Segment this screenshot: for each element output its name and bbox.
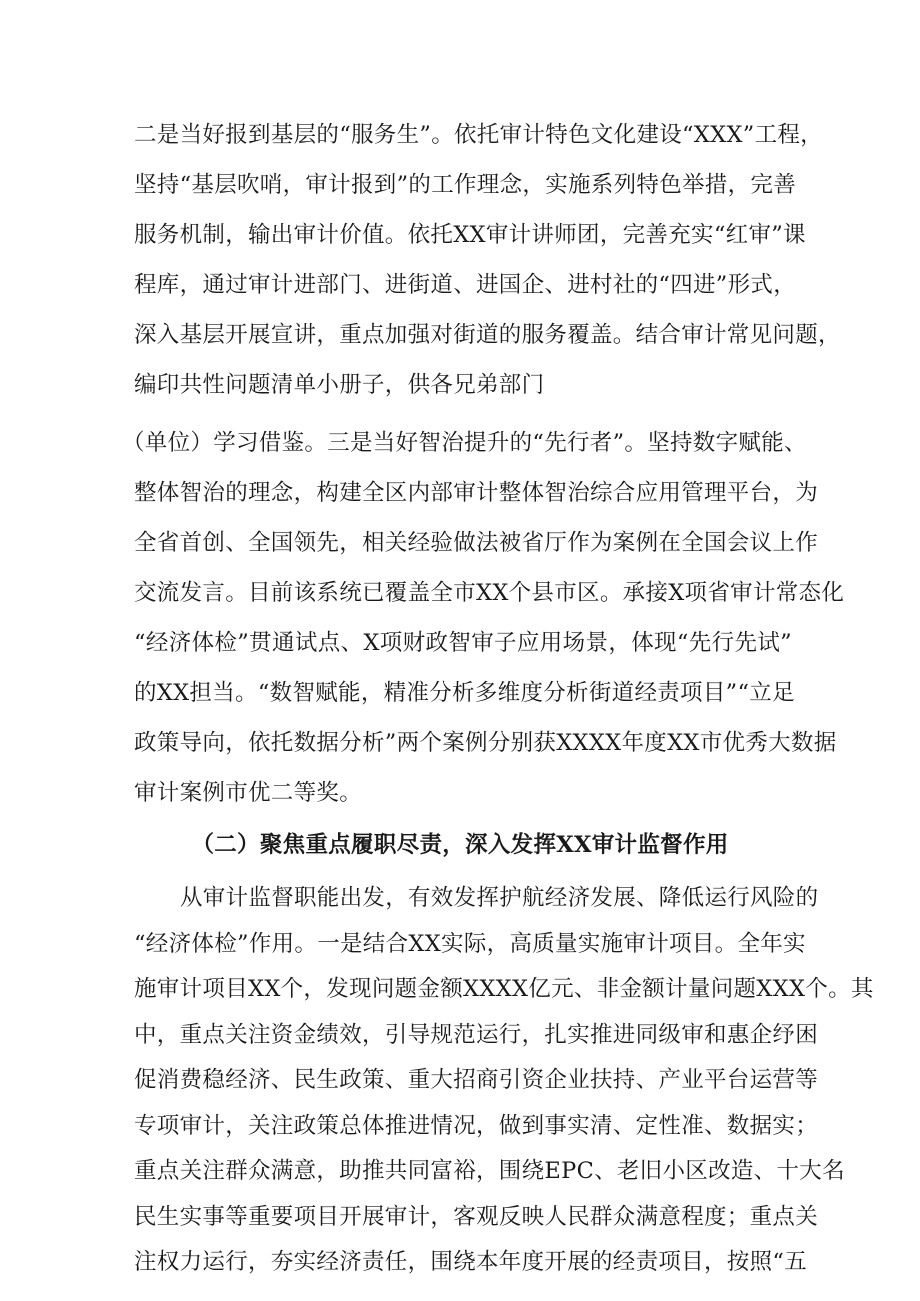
paragraph-line: 二是当好报到基层的“服务生”。依托审计特色文化建设“XXX”工程， (134, 122, 823, 148)
paragraph-line: 全省首创、全国领先，相关经验做法被省厅作为案例在全国会议上作 (134, 530, 819, 556)
paragraph-line: 坚持“基层吹哨，审计报到”的工作理念，实施系列特色举措，完善 (134, 172, 797, 198)
paragraph-line: “经济体检”贯通试点、X项财政智审子应用场景，体现“先行先试” (134, 630, 792, 656)
paragraph-line: 服务机制，输出审计价值。依托XX审计讲师团，完善充实“红审”课 (134, 222, 806, 248)
paragraph-line: （单位）学习借鉴。三是当好智治提升的“先行者”。坚持数字赋能、 (122, 430, 807, 456)
paragraph-line: 从审计监督职能出发，有效发挥护航经济发展、降低运行风险的 (180, 885, 819, 911)
paragraph-line: 政策导向，依托数据分析”两个案例分别获XXXX年度XX市优秀大数据 (134, 730, 837, 756)
paragraph-line: 注权力运行，夯实经济责任，围绕本年度开展的经责项目，按照“五 (134, 1249, 808, 1275)
paragraph-line: 整体智治的理念，构建全区内部审计整体智治综合应用管理平台，为 (134, 480, 819, 506)
paragraph-line: 的XX担当。“数智赋能，精准分析多维度分析街道经责项目”“立足 (134, 680, 795, 706)
paragraph-line: 审计案例市优二等奖。 (134, 780, 363, 806)
paragraph-line: 中，重点关注资金绩效，引导规范运行，扎实推进同级审和惠企纾困 (134, 1021, 819, 1048)
paragraph-line: 交流发言。目前该系统已覆盖全市XX个县市区。承接X项省审计常态化 (134, 580, 845, 606)
paragraph-line: 促消费稳经济、民生政策、重大招商引资企业扶持、产业平台运营等 (134, 1067, 819, 1093)
paragraph-line: 重点关注群众满意，助推共同富裕，围绕EPC、老旧小区改造、十大名 (134, 1158, 845, 1184)
paragraph-line: 编印共性问题清单小册子，供各兄弟部门 (134, 372, 545, 398)
paragraph-line: 深入基层开展宣讲，重点加强对街道的服务覆盖。结合审计常见问题， (134, 322, 841, 348)
section-heading: （二）聚焦重点履职尽责，深入发挥XX审计监督作用 (191, 832, 729, 858)
paragraph-line: 专项审计，关注政策总体推进情况，做到事实清、定性准、数据实； (134, 1112, 819, 1139)
paragraph-line: 民生实事等重要项目开展审计，客观反映人民群众满意程度；重点关 (134, 1203, 819, 1230)
paragraph-line: 施审计项目XX个，发现问题金额XXXX亿元、非金额计量问题XXX个。其 (134, 976, 874, 1002)
paragraph-line: 程库，通过审计进部门、进街道、进国企、进村社的“四进”形式， (134, 272, 797, 298)
paragraph-line: “经济体检”作用。一是结合XX实际，高质量实施审计项目。全年实 (134, 930, 806, 957)
